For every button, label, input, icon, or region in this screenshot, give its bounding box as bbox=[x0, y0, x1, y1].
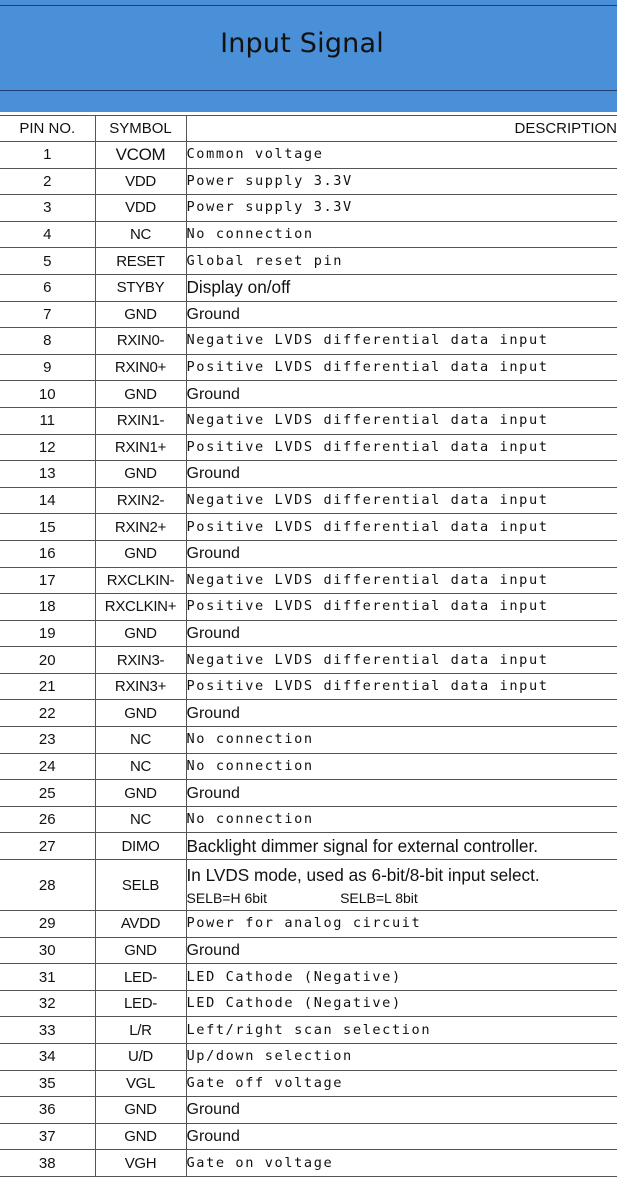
pin-symbol: NC bbox=[95, 221, 186, 248]
pin-number: 33 bbox=[0, 1017, 95, 1044]
selb-low-note: SELB=L 8bit bbox=[340, 890, 418, 907]
pin-symbol: GND bbox=[95, 1123, 186, 1150]
pin-description: Negative LVDS differential data input bbox=[186, 487, 617, 514]
pin-description: Ground bbox=[186, 540, 617, 567]
table-row bbox=[0, 248, 617, 275]
pin-description: Ground bbox=[186, 461, 617, 488]
pin-symbol: GND bbox=[95, 620, 186, 647]
pin-symbol: GND bbox=[95, 381, 186, 408]
pin-symbol: STYBY bbox=[95, 274, 186, 301]
pin-symbol: RXIN3+ bbox=[95, 673, 186, 700]
pin-description: Ground bbox=[186, 301, 617, 328]
pin-number: 21 bbox=[0, 673, 95, 700]
table-row bbox=[0, 937, 617, 964]
table-row bbox=[0, 434, 617, 461]
pin-symbol: GND bbox=[95, 937, 186, 964]
pin-description: Power supply 3.3V bbox=[186, 168, 617, 195]
pin-symbol: GND bbox=[95, 780, 186, 807]
pin-description: Negative LVDS differential data input bbox=[186, 328, 617, 355]
pin-description: Positive LVDS differential data input bbox=[186, 434, 617, 461]
banner-top-rule bbox=[0, 5, 617, 6]
pin-number: 5 bbox=[0, 248, 95, 275]
table-row bbox=[0, 168, 617, 195]
pin-description: Ground bbox=[186, 1097, 617, 1124]
pin-number: 28 bbox=[0, 860, 95, 911]
pin-symbol: GND bbox=[95, 700, 186, 727]
table-row bbox=[0, 700, 617, 727]
pin-number: 24 bbox=[0, 753, 95, 780]
pin-symbol: RESET bbox=[95, 248, 186, 275]
pin-description: In LVDS mode, used as 6-bit/8-bit input select. bbox=[186, 865, 540, 886]
pin-number: 34 bbox=[0, 1044, 95, 1071]
pin-symbol: GND bbox=[95, 540, 186, 567]
table-row bbox=[0, 620, 617, 647]
pin-description: No connection bbox=[186, 221, 617, 248]
table-row bbox=[0, 514, 617, 541]
pin-number: 7 bbox=[0, 301, 95, 328]
pin-description: Power for analog circuit bbox=[186, 911, 617, 938]
table-row bbox=[0, 594, 617, 621]
table-row bbox=[0, 274, 617, 301]
pin-number: 2 bbox=[0, 168, 95, 195]
pin-symbol: RXIN3- bbox=[95, 647, 186, 674]
pin-number: 12 bbox=[0, 434, 95, 461]
table-row bbox=[0, 301, 617, 328]
pin-number: 23 bbox=[0, 727, 95, 754]
table-row bbox=[0, 1017, 617, 1044]
pin-symbol: VDD bbox=[95, 195, 186, 222]
pin-description: LED Cathode (Negative) bbox=[186, 964, 617, 991]
pin-number: 25 bbox=[0, 780, 95, 807]
pin-number: 20 bbox=[0, 647, 95, 674]
pin-symbol: NC bbox=[95, 806, 186, 833]
pin-number: 22 bbox=[0, 700, 95, 727]
pin-number: 36 bbox=[0, 1097, 95, 1124]
table-row bbox=[0, 860, 617, 911]
banner-bottom-rule bbox=[0, 90, 617, 91]
table-row bbox=[0, 354, 617, 381]
pin-number: 15 bbox=[0, 514, 95, 541]
table-row bbox=[0, 195, 617, 222]
pin-description: Gate off voltage bbox=[186, 1070, 617, 1097]
pin-number: 17 bbox=[0, 567, 95, 594]
pin-symbol: LED- bbox=[95, 990, 186, 1017]
pin-number: 13 bbox=[0, 461, 95, 488]
pin-number: 37 bbox=[0, 1123, 95, 1150]
pin-number: 31 bbox=[0, 964, 95, 991]
pin-symbol: RXIN0+ bbox=[95, 354, 186, 381]
pin-symbol: RXCLKIN+ bbox=[95, 594, 186, 621]
pin-symbol: U/D bbox=[95, 1044, 186, 1071]
table-row bbox=[0, 381, 617, 408]
pin-description: Negative LVDS differential data input bbox=[186, 567, 617, 594]
pin-symbol: RXIN1- bbox=[95, 407, 186, 434]
pin-symbol: LED- bbox=[95, 964, 186, 991]
table-row bbox=[0, 461, 617, 488]
pin-description: Left/right scan selection bbox=[186, 1017, 617, 1044]
pin-symbol: RXIN1+ bbox=[95, 434, 186, 461]
table-row bbox=[0, 673, 617, 700]
pin-description: Positive LVDS differential data input bbox=[186, 673, 617, 700]
pin-symbol: NC bbox=[95, 753, 186, 780]
pin-number: 35 bbox=[0, 1070, 95, 1097]
pin-symbol: VGH bbox=[95, 1150, 186, 1177]
pin-symbol: VCOM bbox=[95, 142, 186, 169]
table-row bbox=[0, 1097, 617, 1124]
pin-symbol: RXIN0- bbox=[95, 328, 186, 355]
pin-number: 19 bbox=[0, 620, 95, 647]
pin-description-cell bbox=[186, 860, 617, 911]
pin-symbol: GND bbox=[95, 301, 186, 328]
pin-number: 26 bbox=[0, 806, 95, 833]
pin-description: No connection bbox=[186, 727, 617, 754]
pin-number: 3 bbox=[0, 195, 95, 222]
pin-symbol: GND bbox=[95, 1097, 186, 1124]
table-row bbox=[0, 1070, 617, 1097]
pin-symbol: SELB bbox=[95, 860, 186, 911]
table-row bbox=[0, 806, 617, 833]
pin-description: Negative LVDS differential data input bbox=[186, 407, 617, 434]
pin-symbol: AVDD bbox=[95, 911, 186, 938]
pin-symbol: RXIN2+ bbox=[95, 514, 186, 541]
column-header-pin: PIN NO. bbox=[0, 116, 95, 142]
pin-number: 14 bbox=[0, 487, 95, 514]
column-header-description: DESCRIPTION bbox=[186, 116, 617, 142]
pin-description: Negative LVDS differential data input bbox=[186, 647, 617, 674]
selb-high-note: SELB=H 6bit bbox=[186, 890, 268, 907]
table-row bbox=[0, 540, 617, 567]
table-row bbox=[0, 990, 617, 1017]
pin-symbol: VGL bbox=[95, 1070, 186, 1097]
pin-symbol: VDD bbox=[95, 168, 186, 195]
pin-description: No connection bbox=[186, 806, 617, 833]
pin-number: 4 bbox=[0, 221, 95, 248]
pin-number: 30 bbox=[0, 937, 95, 964]
table-row bbox=[0, 647, 617, 674]
pin-number: 27 bbox=[0, 833, 95, 860]
table-row bbox=[0, 727, 617, 754]
table-row bbox=[0, 1123, 617, 1150]
table-row bbox=[0, 964, 617, 991]
pin-description: Ground bbox=[186, 620, 617, 647]
pin-description: Positive LVDS differential data input bbox=[186, 354, 617, 381]
pin-symbol: GND bbox=[95, 461, 186, 488]
pin-description: Up/down selection bbox=[186, 1044, 617, 1071]
column-header-symbol: SYMBOL bbox=[95, 116, 186, 142]
pin-symbol: L/R bbox=[95, 1017, 186, 1044]
table-row bbox=[0, 567, 617, 594]
pin-description: Global reset pin bbox=[186, 248, 617, 275]
table-row bbox=[0, 911, 617, 938]
pin-number: 18 bbox=[0, 594, 95, 621]
pin-description: Ground bbox=[186, 937, 617, 964]
table-row bbox=[0, 328, 617, 355]
table-header-row bbox=[0, 116, 617, 142]
pin-description: Ground bbox=[186, 700, 617, 727]
pin-table bbox=[0, 115, 617, 1177]
pin-symbol: RXCLKIN- bbox=[95, 567, 186, 594]
pin-number: 1 bbox=[0, 142, 95, 169]
pin-number: 16 bbox=[0, 540, 95, 567]
pin-symbol: RXIN2- bbox=[95, 487, 186, 514]
pin-description-notes bbox=[187, 887, 617, 909]
table-row bbox=[0, 487, 617, 514]
pin-description: Backlight dimmer signal for external controller. bbox=[186, 833, 617, 860]
pin-number: 6 bbox=[0, 274, 95, 301]
table-row bbox=[0, 1044, 617, 1071]
pin-number: 8 bbox=[0, 328, 95, 355]
pin-description: Ground bbox=[186, 381, 617, 408]
pin-description: Power supply 3.3V bbox=[186, 195, 617, 222]
pin-number: 9 bbox=[0, 354, 95, 381]
header-banner bbox=[0, 0, 617, 112]
pin-number: 10 bbox=[0, 381, 95, 408]
pin-description: Positive LVDS differential data input bbox=[186, 514, 617, 541]
table-row bbox=[0, 407, 617, 434]
pin-description: Common voltage bbox=[186, 142, 617, 169]
pin-number: 11 bbox=[0, 407, 95, 434]
pin-number: 29 bbox=[0, 911, 95, 938]
table-row bbox=[0, 221, 617, 248]
table-row bbox=[0, 1150, 617, 1177]
pin-description: Display on/off bbox=[186, 274, 617, 301]
table-row bbox=[0, 753, 617, 780]
pin-number: 38 bbox=[0, 1150, 95, 1177]
table-row bbox=[0, 833, 617, 860]
pin-description: Gate on voltage bbox=[186, 1150, 617, 1177]
pin-number: 32 bbox=[0, 990, 95, 1017]
table-row bbox=[0, 780, 617, 807]
page-title: Input Signal bbox=[220, 28, 384, 59]
pin-description: Ground bbox=[186, 780, 617, 807]
pin-description: LED Cathode (Negative) bbox=[186, 990, 617, 1017]
table-row bbox=[0, 142, 617, 169]
pin-symbol: NC bbox=[95, 727, 186, 754]
pin-symbol: DIMO bbox=[95, 833, 186, 860]
pin-description: No connection bbox=[186, 753, 617, 780]
pin-description: Ground bbox=[186, 1123, 617, 1150]
pin-description: Positive LVDS differential data input bbox=[186, 594, 617, 621]
